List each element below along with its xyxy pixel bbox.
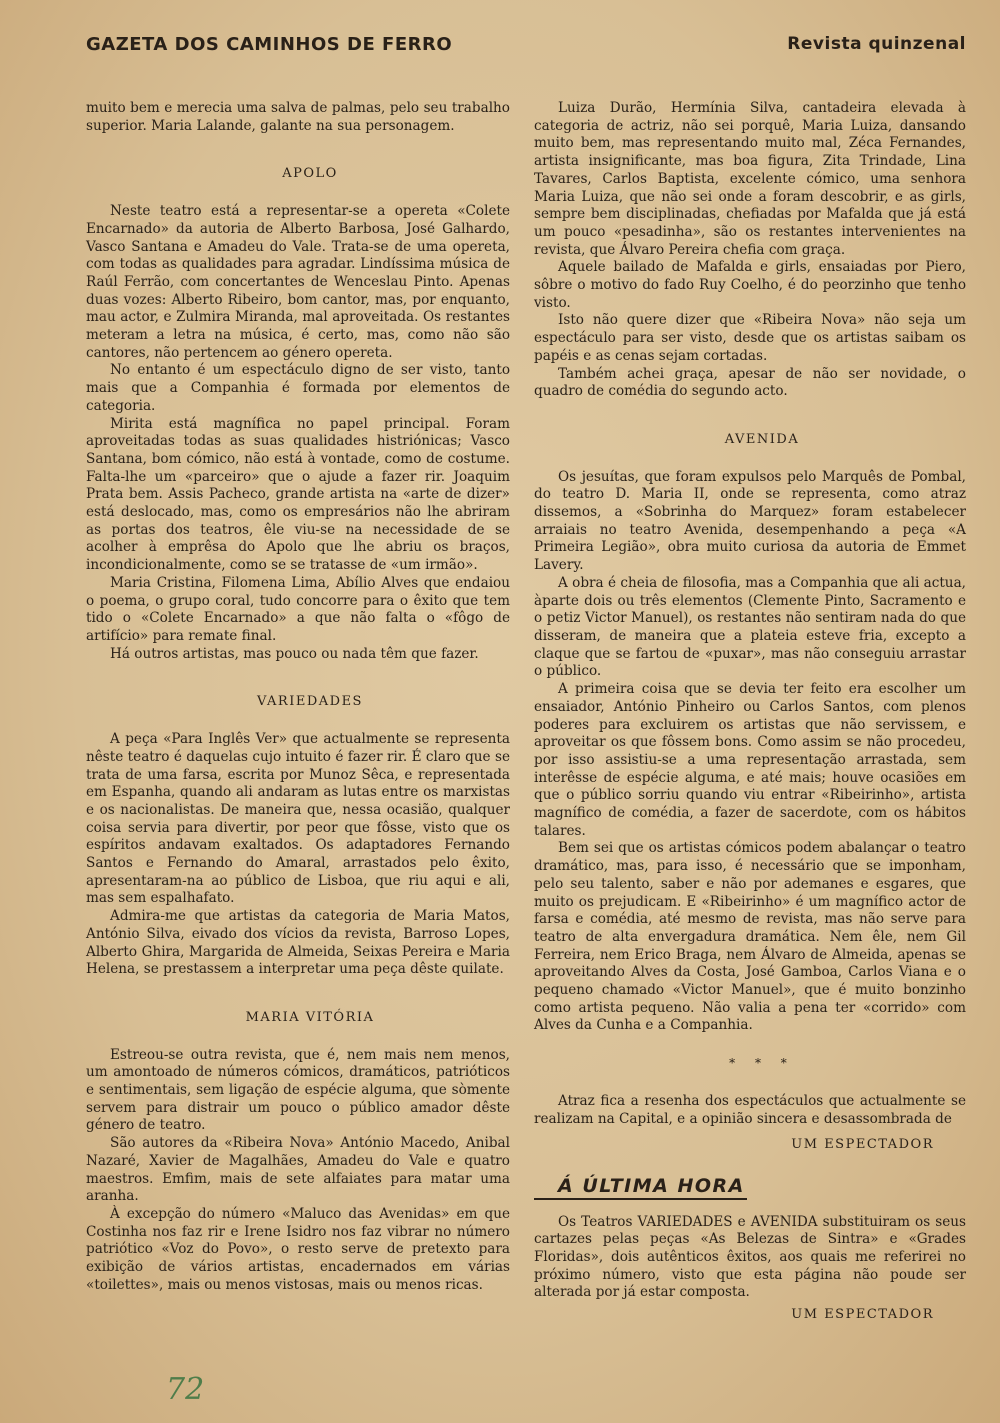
paragraph: Aquele bailado de Mafalda e girls, ensaiadas por Piero, sôbre o motivo do fado Ruy Coelho, é do peorzinho que tenho visto. (534, 259, 966, 311)
paragraph: Estreou-se outra revista, que é, nem mais nem menos, um amontoado de números cómicos, dramáticos, patrióticos e sentimentais, sem ligação de espécie alguma, que sòmente servem para distrair um pouco o público amador dêste género de teatro. (86, 1046, 510, 1134)
closing-paragraph: Atraz fica a resenha dos espectáculos que actualmente se realizam na Capital, e a opinião sincera e desassombrada de (534, 1092, 966, 1127)
paragraph: Mirita está magnífica no papel principal. Foram aproveitadas todas as suas qualidades histriónicas; Vasco Santana, bom cómico, não está à vontade, como de costume. Falta-lhe um «parceiro» que o ajude a fazer rir. Joaquim Prata bem. Assis Pacheco, grande artista na «arte de dizer» está deslocado, mas, como os empresários não lhe abriram as portas dos teatros, êle viu-se na necessidade de se acolher à emprêsa do Apolo que lhe abriu os braços, incondicionalmente, como se se tratasse de «um irmão». (86, 415, 510, 574)
left-column (86, 100, 510, 1294)
paragraph: A primeira coisa que se devia ter feito era escolher um ensaiador, António Pinheiro ou Carlos Santos, com plenos poderes para excluirem os artistas que não servissem, e aproveitar os que fôssem bons. Como assim se não procedeu, por isso assistiu-se a uma representação arrastada, sem interêsse de espécie alguma, e até mais; houve ocasiões em que o público sorriu quando viu entrar «Ribeirinho», artista magnífico de comédia, a fazer de sacerdote, com os hábitos talares. (534, 681, 966, 839)
paragraph: A obra é cheia de filosofia, mas a Companhia que ali actua, àparte dois ou três elementos (Clemente Pinto, Sacramento e o petiz Victor Manuel), os restantes não sentiram nada do que disseram, de maneira que a plateia esteve fria, excepto a claque que se fartou de «puxar», mas não conseguiu arrastar o público. (534, 574, 966, 680)
magazine-title: GAZETA DOS CAMINHOS DE FERRO (86, 34, 453, 55)
paragraph: Isto não quere dizer que «Ribeira Nova» não seja um espectáculo para ser visto, desde que os artistas saibam os papéis e as cenas sejam cortadas. (534, 312, 966, 364)
paragraph: Os Teatros VARIEDADES e AVENIDA substituiram os seus cartazes pelas peças «As Belezas de Sintra» e «Grades Floridas», dois autênticos êxitos, aos quais me referirei no próximo número, visto que esta página não poude ser alterada por já estar composta. (534, 1213, 966, 1301)
paragraph: São autores da «Ribeira Nova» António Macedo, Anibal Nazaré, Xavier de Magalhães, Amadeu do Vale e quatro maestros. Emfim, mais de sete alfaiates para matar uma aranha. (86, 1135, 510, 1205)
paragraph: No entanto é um espectáculo digno de ser visto, tanto mais que a Companhia é formada por elementos de categoria. (86, 362, 510, 414)
paragraph: Neste teatro está a representar-se a opereta «Colete Encarnado» da autoria de Alberto Barbosa, José Galhardo, Vasco Santana e Amadeu do Vale. Trata-se de uma opereta, com todas as qualidades para agradar. Lindíssima música de Raúl Ferrão, com concertantes de Wenceslau Pinto. Apenas duas vozes: Alberto Ribeiro, bom cantor, mas, por enquanto, mau actor, e Zulmira Miranda, mal aproveitada. Os restantes meteram a letra na música, é certo, mas, como não são cantores, não pertencem ao género opereta. (86, 203, 510, 361)
paragraph: Admira-me que artistas da categoria de Maria Matos, António Silva, eivado dos vícios da revista, Barroso Lopes, Alberto Ghira, Margarida de Almeida, Seixas Pereira e Maria Helena, se prestassem a interpretar uma peça dêste quilate. (86, 908, 510, 978)
paragraph: Maria Cristina, Filomena Lima, Abílio Alves que endaiou o poema, o grupo coral, tudo concorre para o êxito que tem tido o «Colete Encarnado» a que não falta o «fôgo de artifício» para remate final. (86, 574, 510, 644)
page-number: 72 (166, 1372, 205, 1407)
page-header (86, 28, 966, 58)
signature: UM ESPECTADOR (791, 1137, 934, 1153)
paragraph: À excepção do número «Maluco das Avenidas» em que Costinha nos faz rir e Irene Isidro nos faz vibrar no número patriótico «Voz do Povo», o resto serve de pretexto para exibição de vários artistas, encadernados em várias «toilettes», mais ou menos vistosas, mais ou menos ricas. (86, 1205, 510, 1293)
signature: UM ESPECTADOR (791, 1307, 934, 1323)
section-title-avenida: AVENIDA (724, 431, 800, 447)
section-title-apolo: APOLO (282, 166, 338, 182)
paragraph: Há outros artistas, mas pouco ou nada têm que fazer. (110, 645, 479, 662)
paragraph: Também achei graça, apesar de não ser novidade, o quadro de comédia do segundo acto. (534, 365, 966, 400)
section-title-variedades: VARIEDADES (257, 694, 363, 710)
paragraph: muito bem e merecia uma salva de palmas, pelo seu trabalho superior. Maria Lalande, galante na sua personagem. (86, 100, 510, 134)
section-title-ultima-hora: Á ÚLTIMA HORA (534, 1178, 747, 1200)
paragraph: A peça «Para Inglês Ver» que actualmente se representa nêste teatro é daquelas cujo intuito é fazer rir. É claro que se trata de uma farsa, escrita por Munoz Sêca, e representada em Espanha, quando ali andaram as lutas entre os marxistas e os nacionalistas. De maneira que, nessa ocasião, qualquer coisa servia para divertir, por peor que fôsse, visto que os espíritos andavam exaltados. Os adaptadores Fernando Santos e Fernando do Amaral, arrastados pelo êxito, apresentaram-na ao público de Lisboa, que riu aqui e ali, mas sem espalhafato. (86, 731, 510, 907)
paragraph: Luiza Durão, Hermínia Silva, cantadeira elevada à categoria de actriz, não sei porquê, Maria Luiza, dansando muito bem, mas representando muito mal, Zéca Fernandes, artista insignificante, mas boa figura, Zita Trindade, Lina Tavares, Carlos Baptista, excelente cómico, uma senhora Maria Luiza, que não sei onde a foram descobrir, e as girls, sempre bem disciplinadas, chefiadas por Mafalda que já está um pouco «pesadinha», são os restantes intervenientes na revista, que Álvaro Pereira chefia com graça. (534, 100, 966, 258)
paragraph: Os jesuítas, que foram expulsos pelo Marquês de Pombal, do teatro D. Maria II, onde se representa, como atraz dissemos, a «Sobrinha do Marquez» foram estabelecer arraiais no teatro Avenida, desempenhando a peça «A Primeira Legião», obra muito curiosa da autoria de Emmet Lavery. (534, 468, 966, 574)
right-column (534, 100, 966, 1324)
section-title-maria-vitoria: MARIA VITÓRIA (245, 1009, 375, 1025)
magazine-subtitle: Revista quinzenal (787, 34, 966, 54)
paragraph: Bem sei que os artistas cómicos podem abalançar o teatro dramático, mas, para isso, é necessário que se imponham, pelo seu talento, saber e não por ademanes e esgares, que muito os prejudicam. E «Ribeirinho» é um magnífico actor de farsa e comédia, até mesmo de revista, mas não serve para teatro de alta envergadura dramática. Nem êle, nem Gil Ferreira, nem Erico Braga, nem Álvaro de Almeida, apenas se aproveitando Alves da Costa, José Gamboa, Carlos Viana e o pequeno chamado «Victor Manuel», que é muito bonzinho como artista pequeno. Não valia a pena ter «corrido» com Alves da Cunha e a Companhia. (534, 840, 966, 1034)
separator-stars: * * * (729, 1056, 795, 1071)
